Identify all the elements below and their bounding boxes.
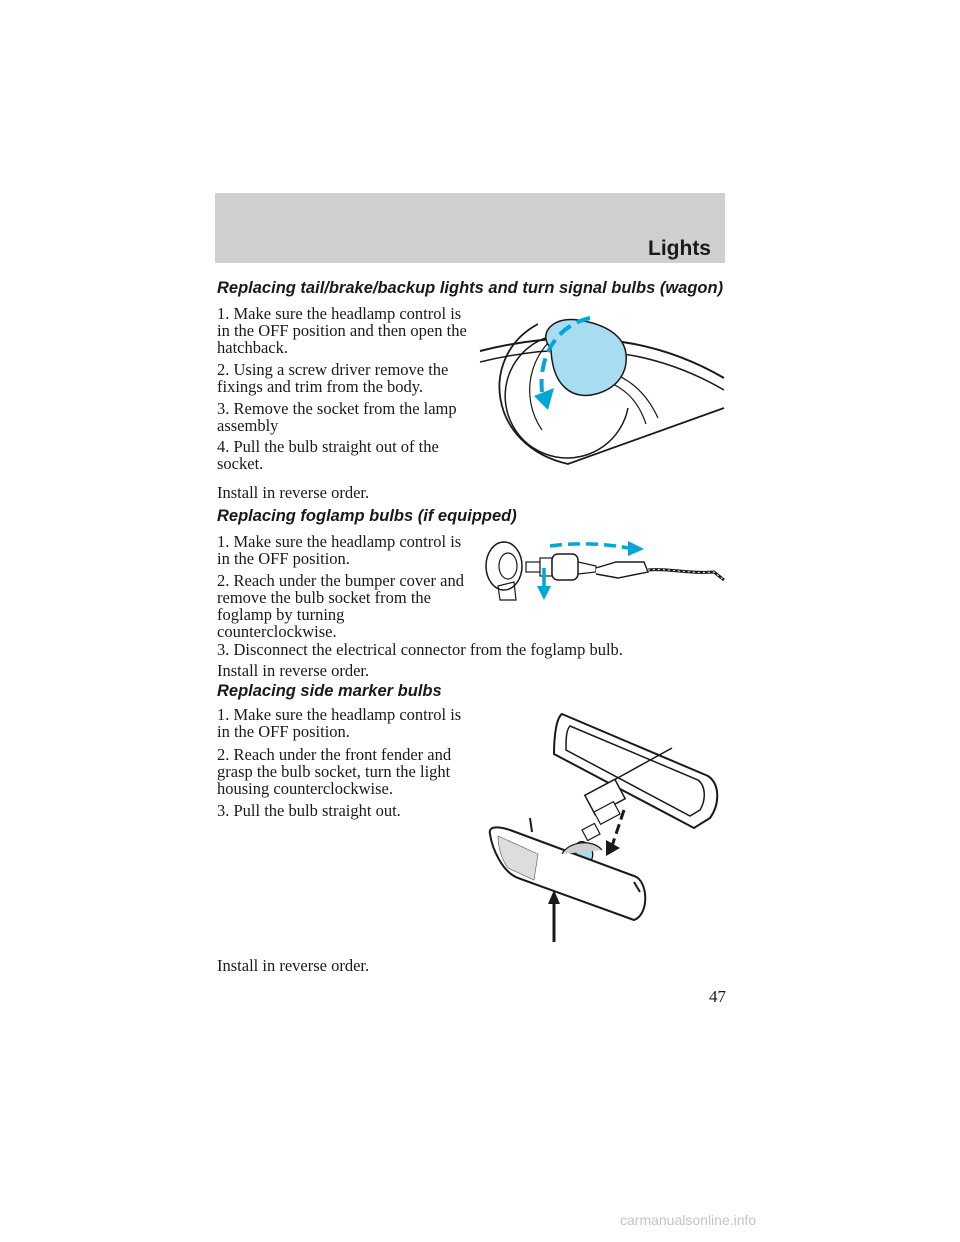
closing-tail: Install in reverse order. (217, 483, 370, 502)
step-tail-3: 3. Remove the socket from the lamp assembly (217, 399, 457, 435)
electrical-connector (596, 562, 648, 578)
rotate-arrow-icon (534, 388, 554, 410)
step-fog-2: 2. Reach under the bumper cover and remove the bulb socket from the foglamp by turning counterclockwise. (217, 571, 464, 641)
step-side-3: 3. Pull the bulb straight out. (217, 801, 401, 820)
step-tail-1: 1. Make sure the headlamp control is in the OFF position and then open the hatchback. (217, 304, 467, 357)
heading-tail-lights: Replacing tail/brake/backup lights and turn signal bulbs (wagon) (217, 279, 724, 297)
watermark: carmanualsonline.info (620, 1212, 757, 1228)
step-fog-1: 1. Make sure the headlamp control is in the OFF position. (217, 532, 462, 568)
side-marker-illustration (484, 708, 724, 948)
step-side-1: 1. Make sure the headlamp control is in the OFF position. (217, 705, 462, 741)
foglamp-illustration (478, 528, 728, 608)
page-number: 47 (709, 987, 726, 1006)
tail-lamp-illustration (478, 296, 728, 471)
step-tail-2: 2. Using a screw driver remove the fixings and trim from the body. (217, 360, 449, 396)
marker-lens (490, 827, 646, 920)
step-fog-3: 3. Disconnect the electrical connector from the foglamp bulb. (217, 640, 623, 659)
section-header-band (215, 193, 725, 263)
heading-side-marker: Replacing side marker bulbs (217, 682, 442, 700)
closing-side: Install in reverse order. (217, 956, 370, 975)
bulb-socket (546, 319, 626, 395)
heading-foglamp: Replacing foglamp bulbs (if equipped) (217, 507, 517, 525)
pull-arrow-icon (628, 541, 644, 556)
section-title: Lights (648, 237, 711, 260)
step-tail-4: 4. Pull the bulb straight out of the socket. (217, 437, 439, 473)
step-side-2: 2. Reach under the front fender and grasp the bulb socket, turn the light housing counterclockwise. (217, 745, 452, 798)
closing-fog: Install in reverse order. (217, 661, 370, 680)
down-arrow-icon (537, 586, 551, 600)
